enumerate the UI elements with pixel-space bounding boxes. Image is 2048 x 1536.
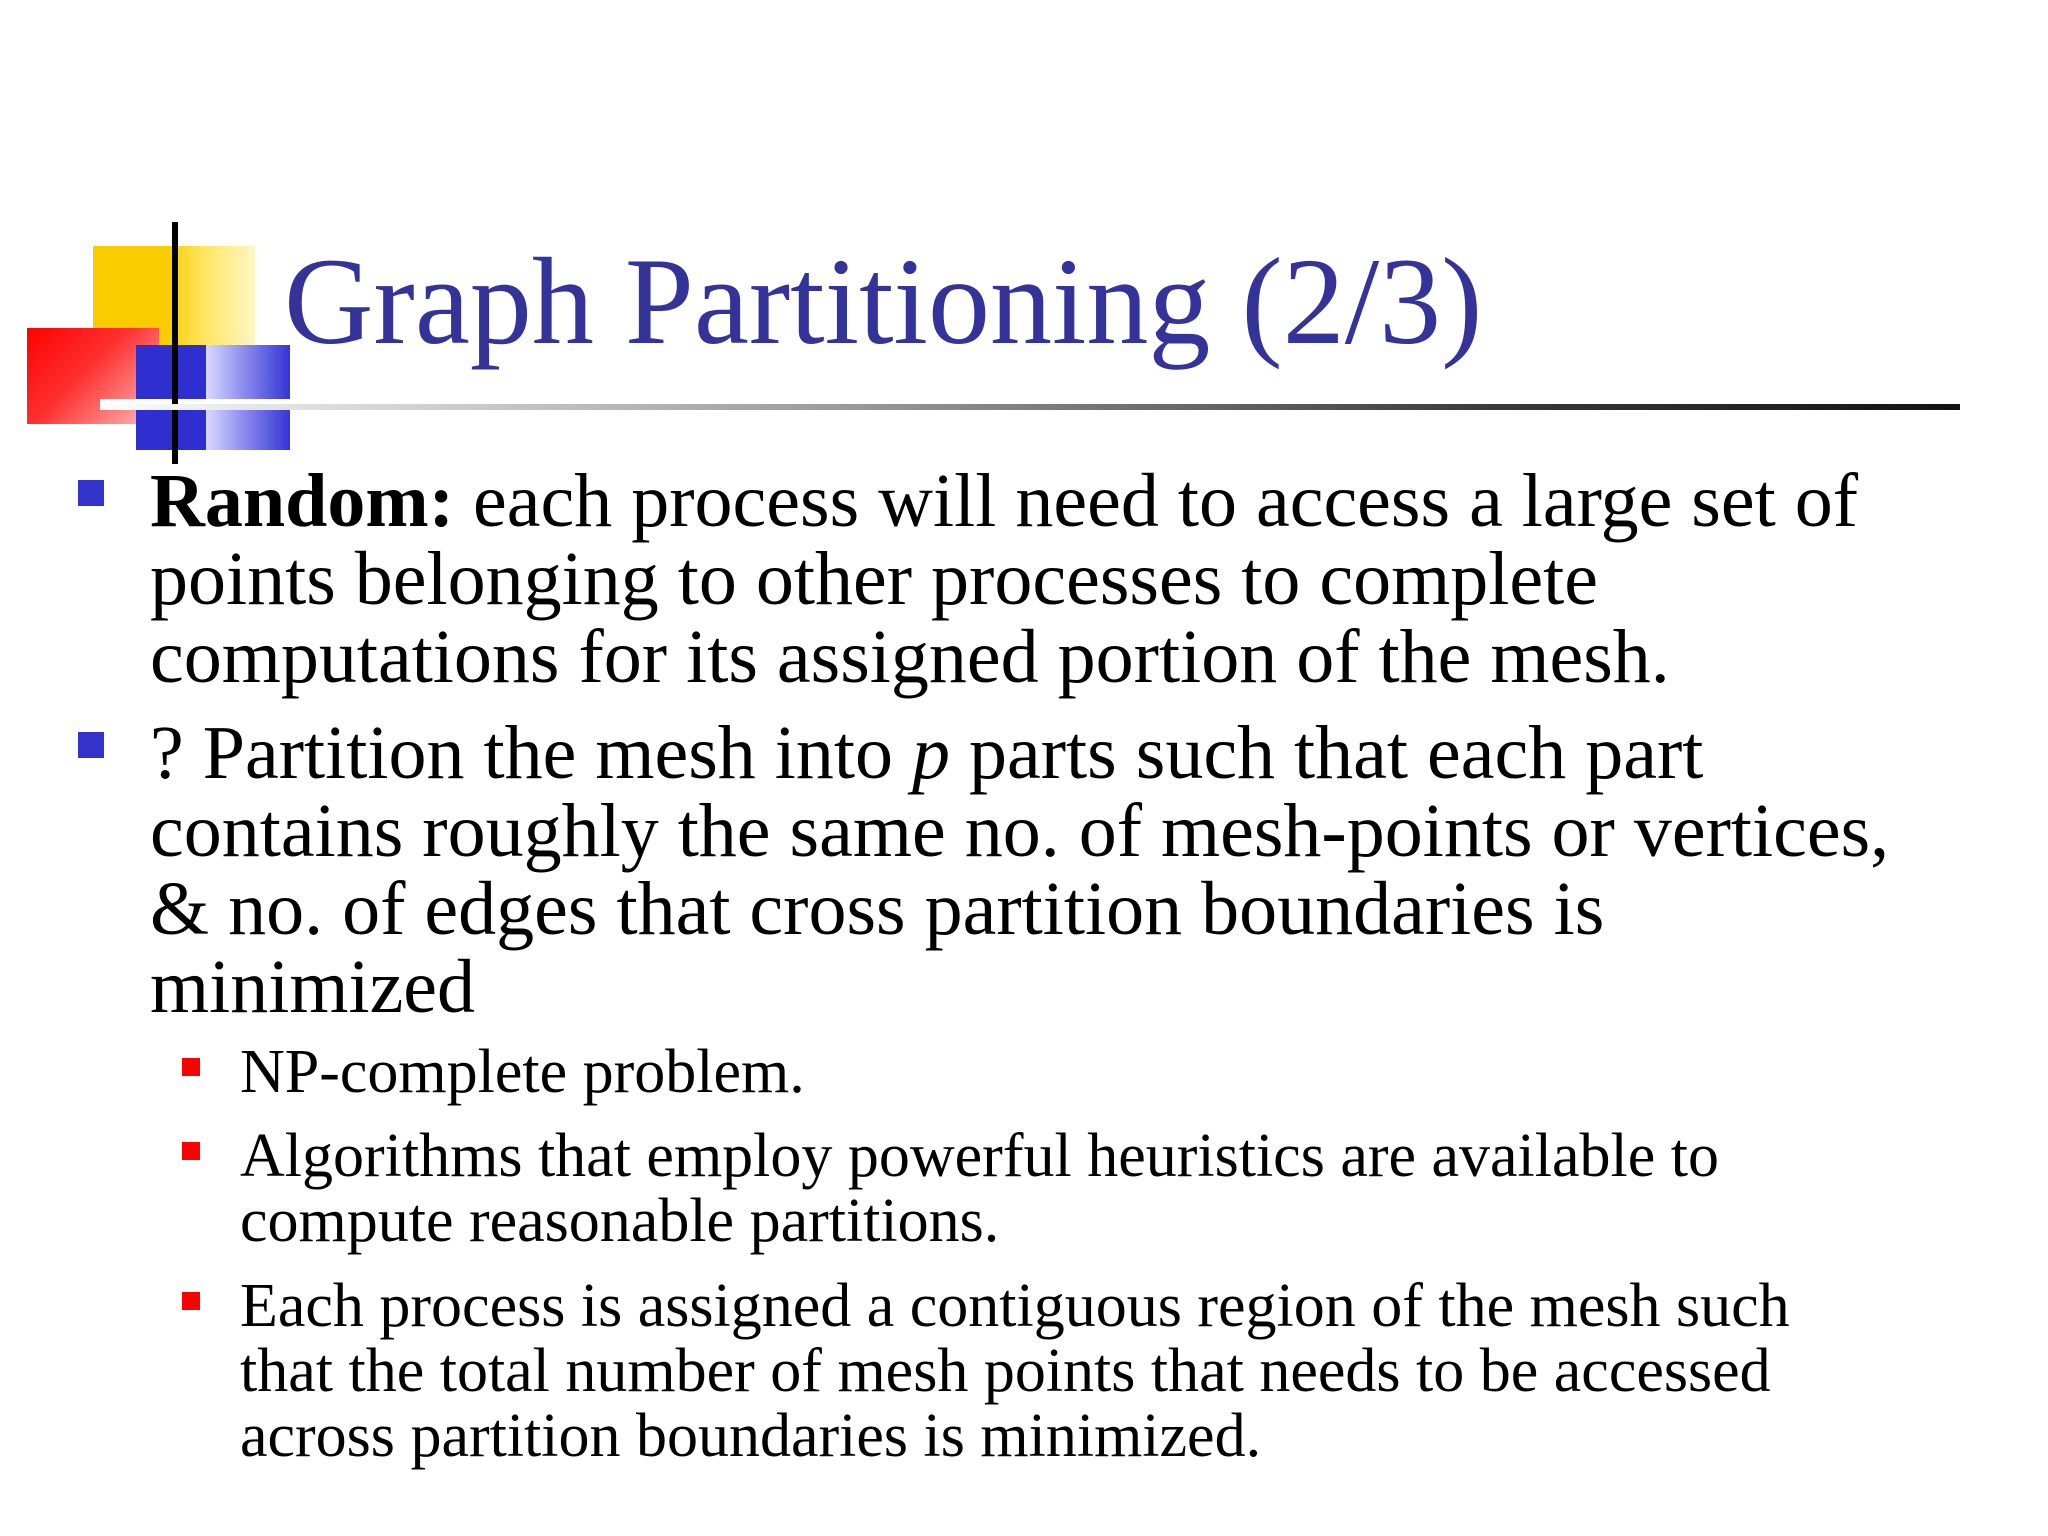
logo-vertical-line: [172, 222, 178, 464]
square-bullet-icon: [78, 732, 104, 758]
logo-blue-gradient-block: [206, 345, 290, 450]
bullet-line: & no. of edges that cross partition boundaries is: [150, 867, 1605, 951]
subbullet-line: NP-complete problem.: [240, 1038, 805, 1106]
slide-logo: [0, 0, 300, 470]
square-bullet-icon: [182, 1142, 200, 1160]
bullet-partition: [150, 711, 2030, 1029]
subbullet-line: that the total number of mesh points that needs to be accessed: [240, 1337, 1771, 1405]
subbullet-line: Algorithms that employ powerful heuristics are available to: [240, 1122, 1719, 1190]
bullet-line: contains roughly the same no. of mesh-points or vertices,: [150, 789, 1890, 873]
bullet-random: [150, 459, 2030, 699]
square-bullet-icon: [78, 480, 104, 506]
bullet-line: minimized: [150, 945, 476, 1029]
slide-title: Graph Partitioning (2/3): [284, 233, 1483, 370]
bullet-line: points belonging to other processes to complete: [150, 537, 1598, 621]
square-bullet-icon: [182, 1292, 200, 1310]
subbullet-contiguous-region: [240, 1274, 2020, 1469]
title-underline: [100, 404, 1960, 410]
square-bullet-icon: [182, 1058, 200, 1076]
bullet-line: ? Partition the mesh into p parts such that each part: [150, 711, 1704, 795]
variable-p: p: [912, 711, 951, 795]
subbullet-np-complete: [240, 1040, 2020, 1105]
bullet-lead: Random:: [150, 459, 455, 543]
bullet-line: computations for its assigned portion of the mesh.: [150, 615, 1670, 699]
subbullet-line: across partition boundaries is minimized.: [240, 1402, 1262, 1470]
bullet-line: Random: each process will need to access a large set of: [150, 459, 1859, 543]
subbullet-line: compute reasonable partitions.: [240, 1187, 1000, 1255]
logo-blue-block: [136, 345, 206, 450]
subbullet-algorithms: [240, 1124, 2020, 1254]
subbullet-line: Each process is assigned a contiguous region of the mesh such: [240, 1272, 1790, 1340]
